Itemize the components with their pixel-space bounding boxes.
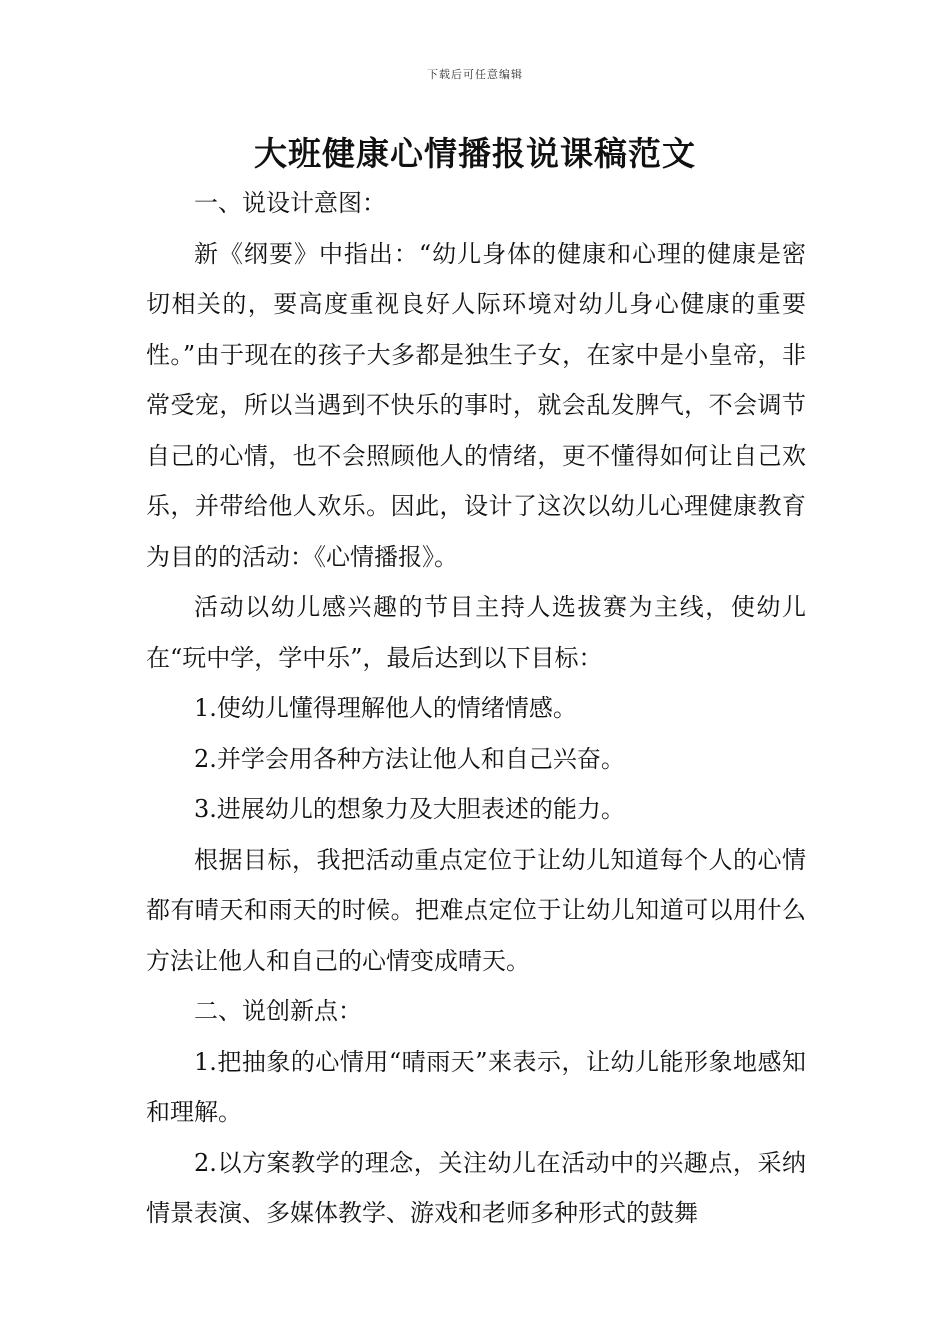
innovation-item: 2.以方案教学的理念，关注幼儿在活动中的兴趣点，采纳情景表演、多媒体教学、游戏和老师多种形式的鼓舞: [146, 1148, 806, 1227]
paragraph-activity-goals-intro: 活动以幼儿感兴趣的节目主持人选拔赛为主线，使幼儿在“玩中学，学中乐”，最后达到以下目标：: [146, 593, 806, 672]
page-header-note: 下载后可任意编辑: [427, 68, 523, 81]
section-heading-innovation: 二、说创新点：: [194, 997, 362, 1025]
paragraph-focus-difficulty: 根据目标，我把活动重点定位于让幼儿知道每个人的心情都有晴天和雨天的时候。把难点定位于让幼儿知道可以用什么方法让他人和自己的心情变成晴天。: [146, 845, 806, 975]
goal-item: 3.进展幼儿的想象力及大胆表述的能力。: [194, 795, 625, 823]
document-body: [146, 178, 806, 1239]
document-title: 大班健康心情播报说课稿范文: [254, 134, 696, 173]
section-heading-design-intent: 一、说设计意图：: [194, 189, 386, 217]
paragraph-guideline: 新《纲要》中指出：“幼儿身体的健康和心理的健康是密切相关的，要高度重视良好人际环境对幼儿身心健康的重要性。”由于现在的孩子大多都是独生子女，在家中是小皇帝，非常受宠，所以当遇到不快乐的事时，就会乱发脾气，不会调节自己的心情，也不会照顾他人的情绪，更不懂得如何让自己欢乐，并带给他人欢乐。因此，设计了这次以幼儿心理健康教育为目的的活动：《心情播报》。: [146, 239, 806, 571]
goal-item: 1.使幼儿懂得理解他人的情绪情感。: [194, 694, 577, 722]
goal-item: 2.并学会用各种方法让他人和自己兴奋。: [194, 744, 625, 773]
innovation-item: 1.把抽象的心情用“晴雨天”来表示，让幼儿能形象地感知和理解。: [146, 1047, 806, 1126]
